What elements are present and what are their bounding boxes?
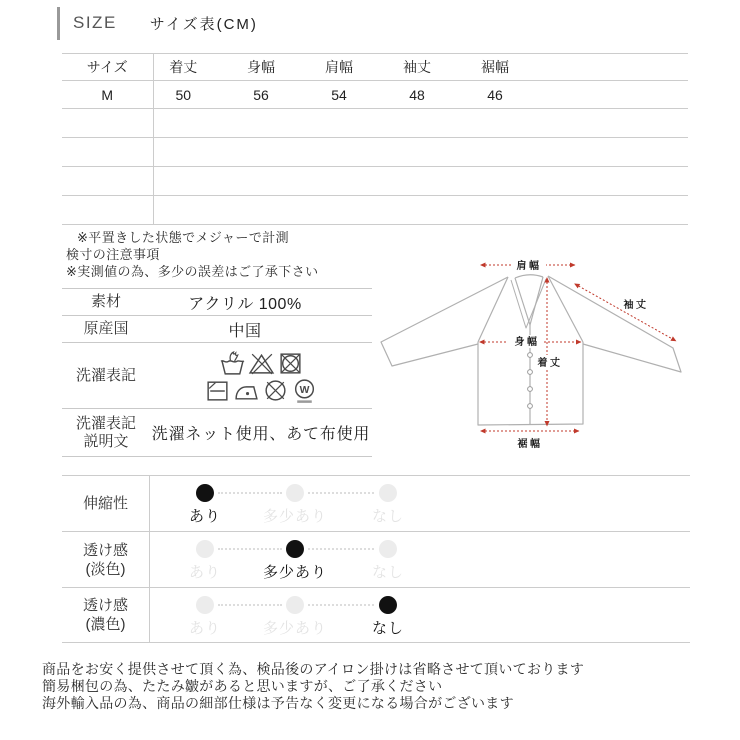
measurement-label-length: 着丈 [537,358,563,369]
do-not-dry-clean-icon [262,377,289,404]
rating-option-nashi: なし [372,596,404,638]
rating-dot [379,484,397,502]
footer-note-line: 海外輸入品の為、商品の細部仕様は予告なく変更になる場合がございます [42,695,514,711]
care-note-label: 洗濯表記 説明文 [75,414,136,450]
footer-notes [42,661,584,712]
spec-table [62,288,372,457]
do-not-bleach-icon [248,350,275,377]
column-header-body-width: 身幅 [247,59,275,75]
rating-row-sheerness-dark [62,587,690,643]
rating-dot [286,540,304,558]
rating-scale [150,532,690,587]
size-table [62,53,688,225]
size-table-empty-row [62,167,688,196]
material-label: 素材 [90,293,121,310]
rating-dot [379,540,397,558]
measurement-notes [66,229,319,280]
dry-flat-shade-icon [204,377,231,404]
garment-outline [381,275,681,425]
material-row [62,289,372,316]
origin-value: 中国 [228,322,262,340]
header-accent-bar [57,7,60,40]
size-chart-title: サイズ表(CM) [149,15,258,33]
wet-clean-gentle-icon [291,377,318,404]
rating-label: 透け感 (淡色) [62,532,150,587]
column-header-hem: 裾幅 [481,59,509,75]
column-header-size: サイズ [62,54,153,81]
care-note-value: 洗濯ネット使用、あて布使用 [151,426,371,443]
svg-text:W: W [299,384,310,396]
rating-row-sheerness-light [62,531,690,587]
size-table-empty-row [62,109,688,138]
note-line: ※平置きした状態でメジャーで計測 [77,230,290,245]
size-section-label: SIZE [73,13,117,32]
column-header-sleeve: 袖丈 [403,59,431,75]
origin-label: 原産国 [83,320,129,337]
material-value: アクリル 100% [188,295,302,313]
rating-scale [150,588,690,642]
measurement-label-hem: 裾幅 [517,439,543,450]
size-table-empty-row [62,196,688,225]
rating-dot [196,596,214,614]
size-table-row-m [62,81,688,109]
measurement-label-sleeve: 袖丈 [623,300,649,311]
care-icons [150,346,372,406]
column-header-shoulder: 肩幅 [325,59,353,75]
measurement-label-shoulder: 肩幅 [516,261,542,272]
rating-label: 透け感 (濃色) [62,588,150,642]
garment-diagram [375,248,710,463]
rating-option-ari: あり [189,596,221,638]
care-label: 洗濯表記 [75,366,136,384]
footer-note-line: 簡易梱包の為、たたみ皺があると思いますが、ご了承ください [42,678,443,694]
rating-dot [196,540,214,558]
rating-option-ari: あり [189,484,221,526]
footer-note-line: 商品をお安く提供させて頂く為、検品後のアイロン掛けは省略させて頂いております [42,661,585,677]
size-table-empty-row [62,138,688,167]
size-value-cell: 46 [487,86,503,103]
origin-row [62,316,372,343]
rating-dot [196,484,214,502]
note-line: ※実測値の為、多少の誤差はご了承下さい [66,264,319,279]
size-value-cell: 56 [253,86,269,103]
rating-row-stretch [62,475,690,531]
size-value-cell: 50 [175,86,192,103]
sleeve-length-line [575,284,676,341]
rating-option-tashou: 多少あり [263,596,327,638]
rating-option-tashou: 多少あり [263,540,327,582]
rating-option-tashou: 多少あり [263,484,327,526]
iron-low-icon [233,377,260,404]
column-header-length: 着丈 [169,59,198,75]
care-symbols-row [62,343,372,409]
rating-dot [379,596,397,614]
measurement-label-body-width: 身幅 [514,337,540,348]
rating-scale [150,476,690,531]
size-name-cell: M [62,81,153,109]
size-value-cell: 54 [331,86,347,103]
hand-wash-icon [219,350,246,377]
rating-option-nashi: なし [372,484,404,526]
size-table-header-row [62,54,688,81]
care-note-row [62,409,372,457]
rating-option-nashi: なし [372,540,404,582]
note-line: 検寸の注意事項 [66,247,160,262]
rating-label: 伸縮性 [62,476,150,531]
size-value-cell: 48 [409,86,425,103]
rating-option-ari: あり [189,540,221,582]
rating-table [62,475,690,643]
rating-dot [286,484,304,502]
rating-dot [286,596,304,614]
do-not-tumble-dry-icon [277,350,304,377]
section-header [57,6,258,40]
